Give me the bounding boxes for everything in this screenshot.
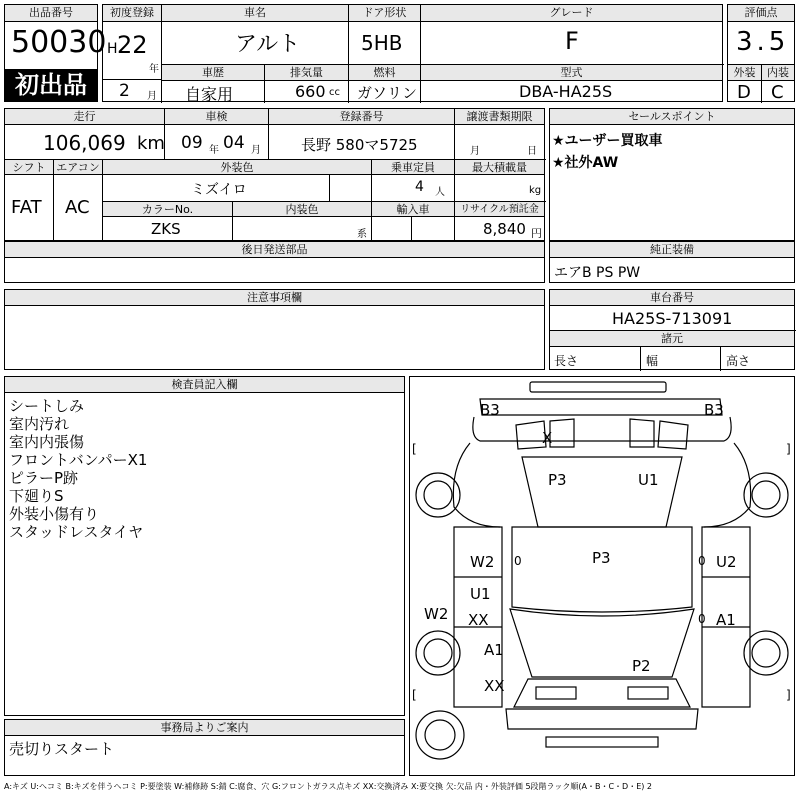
chassis-box bbox=[549, 289, 795, 370]
inspector-box bbox=[4, 376, 405, 716]
insp-month: 04 bbox=[223, 133, 245, 153]
bracket: ] bbox=[786, 688, 791, 702]
sales-point: ★社外AW bbox=[552, 155, 619, 171]
mark-center: P3 bbox=[592, 549, 611, 567]
ac: AC bbox=[65, 197, 90, 218]
capacity-label: 乗車定員 bbox=[372, 160, 454, 175]
sales-point: ★ユーザー買取車 bbox=[552, 133, 663, 149]
spec-height: 高さ bbox=[726, 354, 751, 368]
displacement-label: 排気量 bbox=[265, 65, 348, 81]
inspector-label: 検査員記入欄 bbox=[5, 377, 404, 393]
grade: F bbox=[565, 27, 579, 55]
later-parts-label: 後日発送部品 bbox=[5, 242, 544, 258]
mark-roof-left: P3 bbox=[548, 471, 567, 489]
mark-right-front: A1 bbox=[716, 611, 736, 629]
month-unit: 月 bbox=[147, 91, 157, 102]
color-no: ZKS bbox=[151, 220, 181, 238]
genuine-value: エアB PS PW bbox=[554, 265, 641, 281]
later-parts-box bbox=[4, 241, 545, 283]
int-color-label: 内装色 bbox=[233, 202, 371, 217]
load-label: 最大積載量 bbox=[455, 160, 544, 175]
mark-left-front-upper: U1 bbox=[470, 585, 491, 603]
details-table bbox=[4, 108, 545, 241]
score-box bbox=[727, 4, 795, 102]
chassis-label: 車台番号 bbox=[550, 290, 794, 306]
car-diagram-box bbox=[409, 376, 795, 776]
yen-unit: 円 bbox=[531, 227, 542, 240]
transfer-label: 譲渡書類期限 bbox=[455, 109, 544, 125]
mark-left-fender: A1 bbox=[484, 641, 504, 659]
reg-month: 2 bbox=[119, 81, 130, 101]
mark-right-front-0: 0 bbox=[698, 612, 706, 626]
int-grade: C bbox=[771, 82, 784, 103]
transfer-day-unit: 日 bbox=[527, 146, 537, 157]
inspector-line: フロントバンパーX1 bbox=[9, 451, 148, 469]
spec-length: 長さ bbox=[554, 354, 579, 368]
spec-width: 幅 bbox=[646, 354, 659, 368]
mark-front-bumper: XX bbox=[484, 677, 505, 695]
inspector-line: 室内内張傷 bbox=[9, 433, 85, 451]
recycle: 8,840 bbox=[483, 220, 526, 238]
bracket: [ bbox=[412, 688, 417, 702]
lot-box bbox=[4, 4, 107, 102]
mark-left-sill: W2 bbox=[424, 605, 449, 623]
lot-number: 50030 bbox=[11, 25, 107, 60]
plate: 長野 580マ5725 bbox=[301, 136, 418, 154]
chassis-number: HA25S-713091 bbox=[612, 309, 733, 328]
ext-color: ミズイロ bbox=[191, 182, 247, 198]
insp-year-unit: 年 bbox=[209, 145, 219, 156]
capacity-unit: 人 bbox=[435, 187, 445, 198]
first-listing-badge: 初出品 bbox=[5, 69, 97, 101]
door-label: ドア形状 bbox=[349, 5, 420, 22]
office-label: 事務局よりご案内 bbox=[5, 720, 404, 736]
inspector-line: シートしみ bbox=[9, 397, 85, 415]
mark-hood: P2 bbox=[632, 657, 651, 675]
mark-left-front-xx: XX bbox=[468, 611, 489, 629]
ext-color-label: 外装色 bbox=[103, 160, 371, 175]
score-label: 評価点 bbox=[728, 5, 794, 22]
genuine-box bbox=[549, 241, 795, 283]
mark-rear-left: B3 bbox=[480, 401, 500, 419]
km-unit: km bbox=[137, 133, 165, 154]
name-label: 車名 bbox=[162, 5, 348, 22]
import-label: 輸入車 bbox=[372, 202, 454, 217]
inspection-label: 車検 bbox=[165, 109, 268, 125]
office-box bbox=[4, 719, 405, 776]
model: DBA-HA25S bbox=[519, 82, 613, 101]
fuel-label: 燃料 bbox=[349, 65, 420, 81]
color-no-label: カラーNo. bbox=[103, 202, 232, 217]
mileage-label: 走行 bbox=[5, 109, 164, 125]
door: 5HB bbox=[361, 31, 403, 55]
cc-unit: cc bbox=[329, 87, 340, 98]
inspector-line: 下廻りS bbox=[9, 487, 64, 505]
notes-label: 注意事項欄 bbox=[5, 290, 544, 306]
notes-box bbox=[4, 289, 545, 370]
ext-grade-label: 外装 bbox=[728, 65, 761, 81]
ac-label: エアコン bbox=[54, 160, 102, 175]
mark-right-rear-door: U2 bbox=[716, 553, 737, 571]
sales-label: セールスポイント bbox=[550, 109, 794, 125]
inspector-line: スタッドレスタイヤ bbox=[9, 523, 144, 541]
mark-left-rear-door-0: 0 bbox=[514, 554, 522, 568]
reg-label: 初度登録 bbox=[103, 5, 161, 22]
int-color-unit: 系 bbox=[357, 229, 367, 240]
recycle-label: リサイクル預託金 bbox=[455, 202, 544, 217]
capacity: 4 bbox=[415, 179, 424, 195]
legend: A:キズ U:ヘコミ B:キズを伴うヘコミ P:要塗装 W:補修跡 S:錆 C:腐食、穴 G:フロントガラス点キズ XX:交換済み X:要交換 欠:欠品 内・外装評価 5段階ラック順(A・B・C・D・E) 2 bbox=[4, 782, 653, 791]
inspector-line: ピラーP跡 bbox=[9, 469, 79, 487]
bracket: ] bbox=[786, 442, 791, 456]
mark-right-rear-door-0: 0 bbox=[698, 554, 706, 568]
bracket: [ bbox=[412, 442, 417, 456]
mark-left-rear-door: W2 bbox=[470, 553, 495, 571]
inspector-line: 外装小傷有り bbox=[9, 505, 100, 523]
transfer-month-unit: 月 bbox=[470, 146, 480, 157]
car-diagram bbox=[410, 377, 794, 775]
int-grade-label: 内装 bbox=[762, 65, 794, 81]
history-label: 車歴 bbox=[162, 65, 264, 81]
inspector-line: 室内汚れ bbox=[9, 415, 70, 433]
mark-rear-right: B3 bbox=[704, 401, 724, 419]
mark-roof-right: U1 bbox=[638, 471, 659, 489]
mark-rear-glass: X bbox=[542, 429, 553, 447]
office-text: 売切りスタート bbox=[9, 740, 115, 758]
year-unit: 年 bbox=[149, 64, 159, 75]
mileage: 106,069 bbox=[43, 131, 126, 155]
header-table bbox=[102, 4, 723, 102]
reg-year: 22 bbox=[117, 31, 148, 59]
grade-label: グレード bbox=[421, 5, 722, 22]
specs-label: 諸元 bbox=[550, 331, 794, 347]
ext-grade: D bbox=[737, 82, 751, 103]
era: H bbox=[107, 41, 118, 57]
fuel: ガソリン bbox=[357, 84, 418, 102]
displacement: 660 bbox=[295, 82, 326, 101]
load-unit: kg bbox=[529, 185, 542, 196]
shift-label: シフト bbox=[5, 160, 53, 175]
plate-label: 登録番号 bbox=[269, 109, 454, 125]
lot-label: 出品番号 bbox=[5, 5, 97, 22]
history: 自家用 bbox=[185, 85, 234, 104]
insp-month-unit: 月 bbox=[251, 145, 261, 156]
shift: FAT bbox=[11, 197, 42, 218]
sales-points-box bbox=[549, 108, 795, 241]
model-label: 型式 bbox=[421, 65, 722, 81]
insp-year: 09 bbox=[181, 133, 203, 153]
genuine-label: 純正装備 bbox=[550, 242, 794, 258]
car-name: アルト bbox=[235, 32, 301, 57]
score: 3.5 bbox=[736, 27, 790, 57]
